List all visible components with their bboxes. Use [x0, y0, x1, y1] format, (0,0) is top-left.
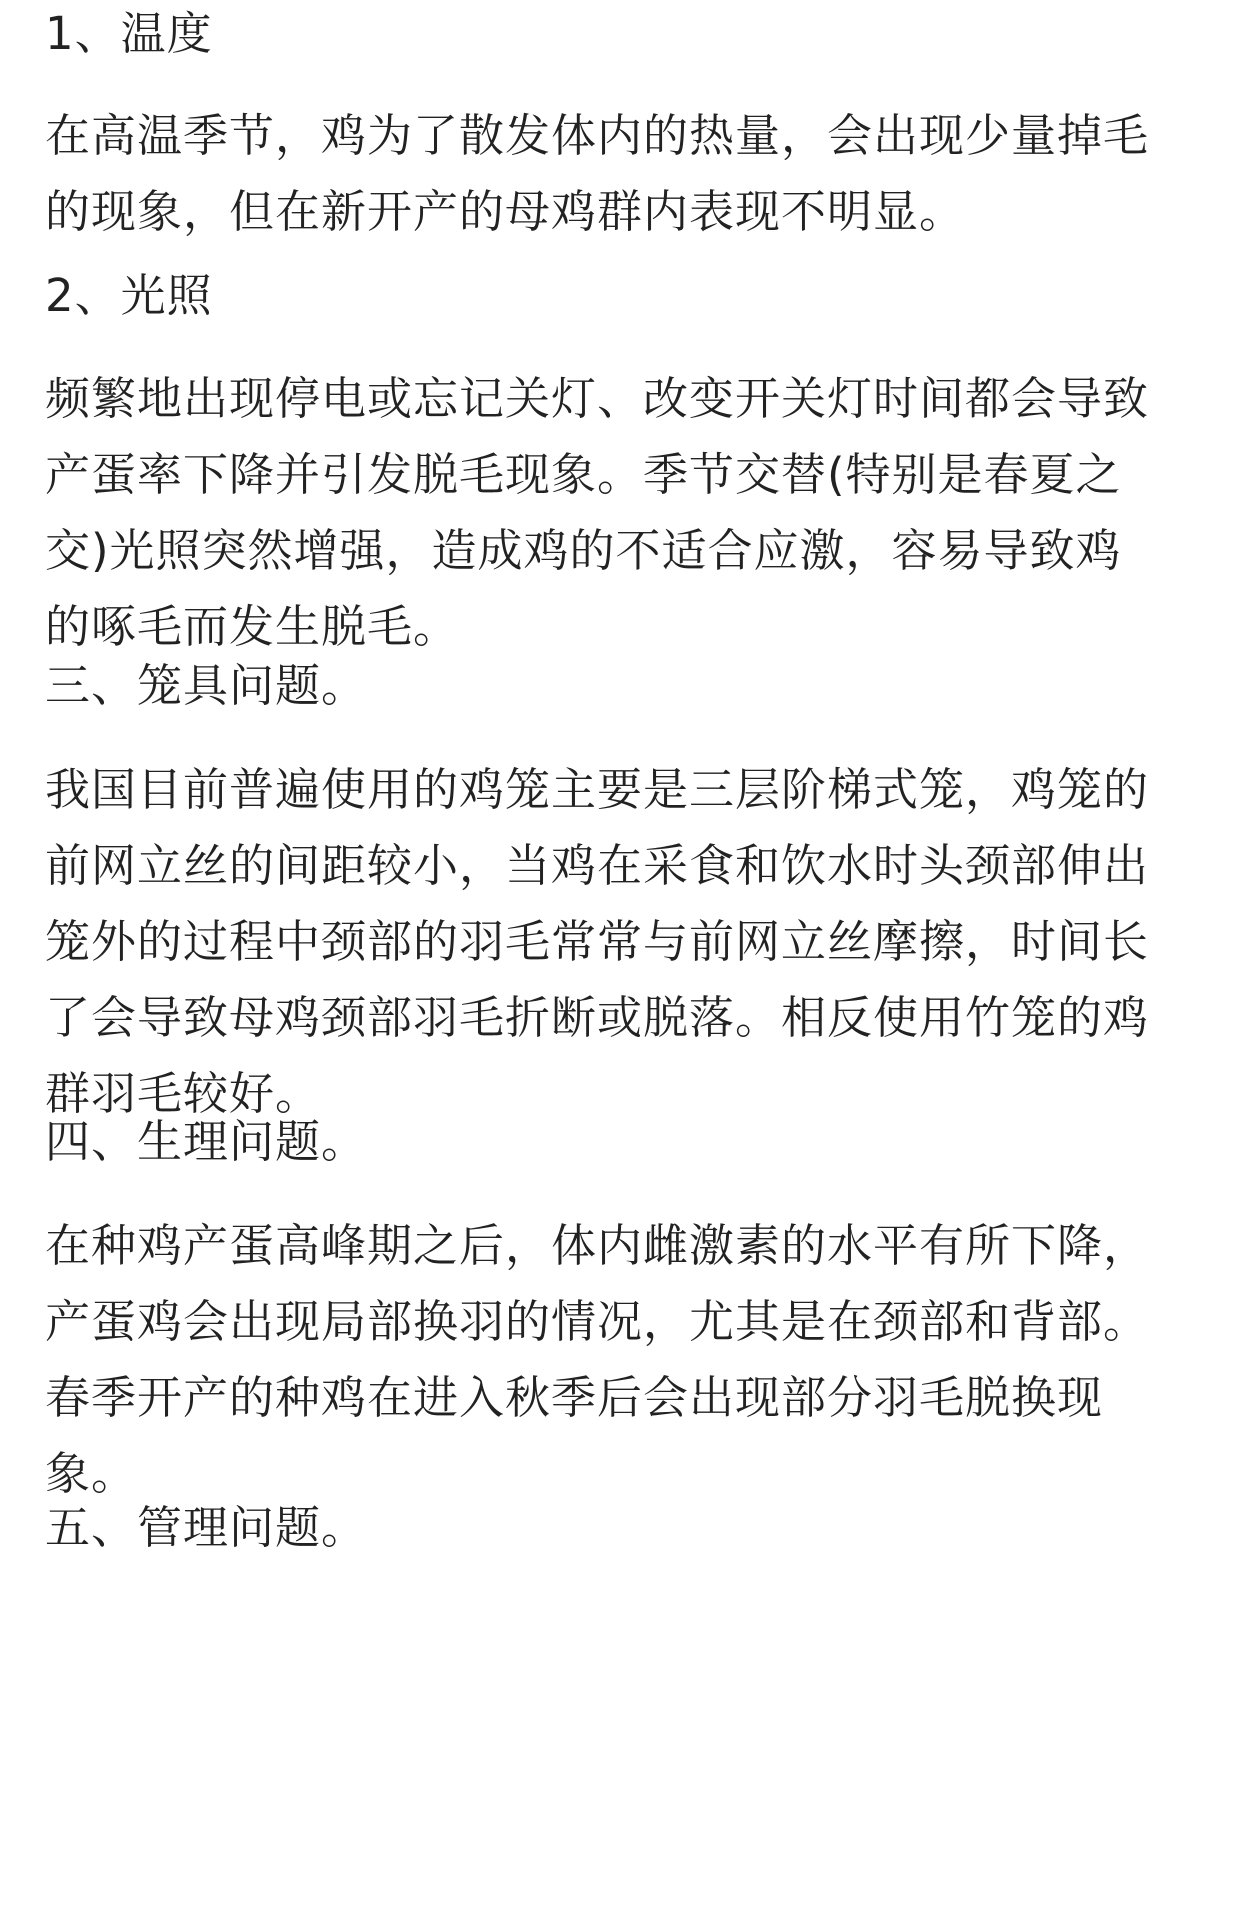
section-body-lighting: 频繁地出现停电或忘记关灯、改变开关灯时间都会导致 产蛋率下降并引发脱毛现象。季节交替(特别是春夏之 交)光照突然增强，造成鸡的不适合应激，容易导致鸡 的啄毛而发生脱毛。	[45, 372, 1150, 653]
section-heading-cage: 三、笼具问题。	[45, 659, 368, 712]
section-heading-management: 五、管理问题。	[45, 1501, 368, 1554]
section-heading-lighting: 2、光照	[45, 269, 213, 322]
section-body-temperature: 在高温季节，鸡为了散发体内的热量，会出现少量掉毛 的现象，但在新开产的母鸡群内表现不明显。	[45, 109, 1150, 238]
section-heading-temperature: 1、温度	[45, 7, 213, 60]
section-body-cage: 我国目前普遍使用的鸡笼主要是三层阶梯式笼，鸡笼的 前网立丝的间距较小，当鸡在采食和饮水时头颈部伸出 笼外的过程中颈部的羽毛常常与前网立丝摩擦，时间长 了会导致母鸡颈部羽毛折断或脱落。相反使用竹笼的鸡 群羽毛较好。	[45, 763, 1150, 1120]
section-body-physiology: 在种鸡产蛋高峰期之后，体内雌激素的水平有所下降， 产蛋鸡会出现局部换羽的情况，尤其是在颈部和背部。 春季开产的种鸡在进入秋季后会出现部分羽毛脱换现 象。	[45, 1219, 1150, 1500]
section-heading-physiology: 四、生理问题。	[45, 1115, 368, 1168]
